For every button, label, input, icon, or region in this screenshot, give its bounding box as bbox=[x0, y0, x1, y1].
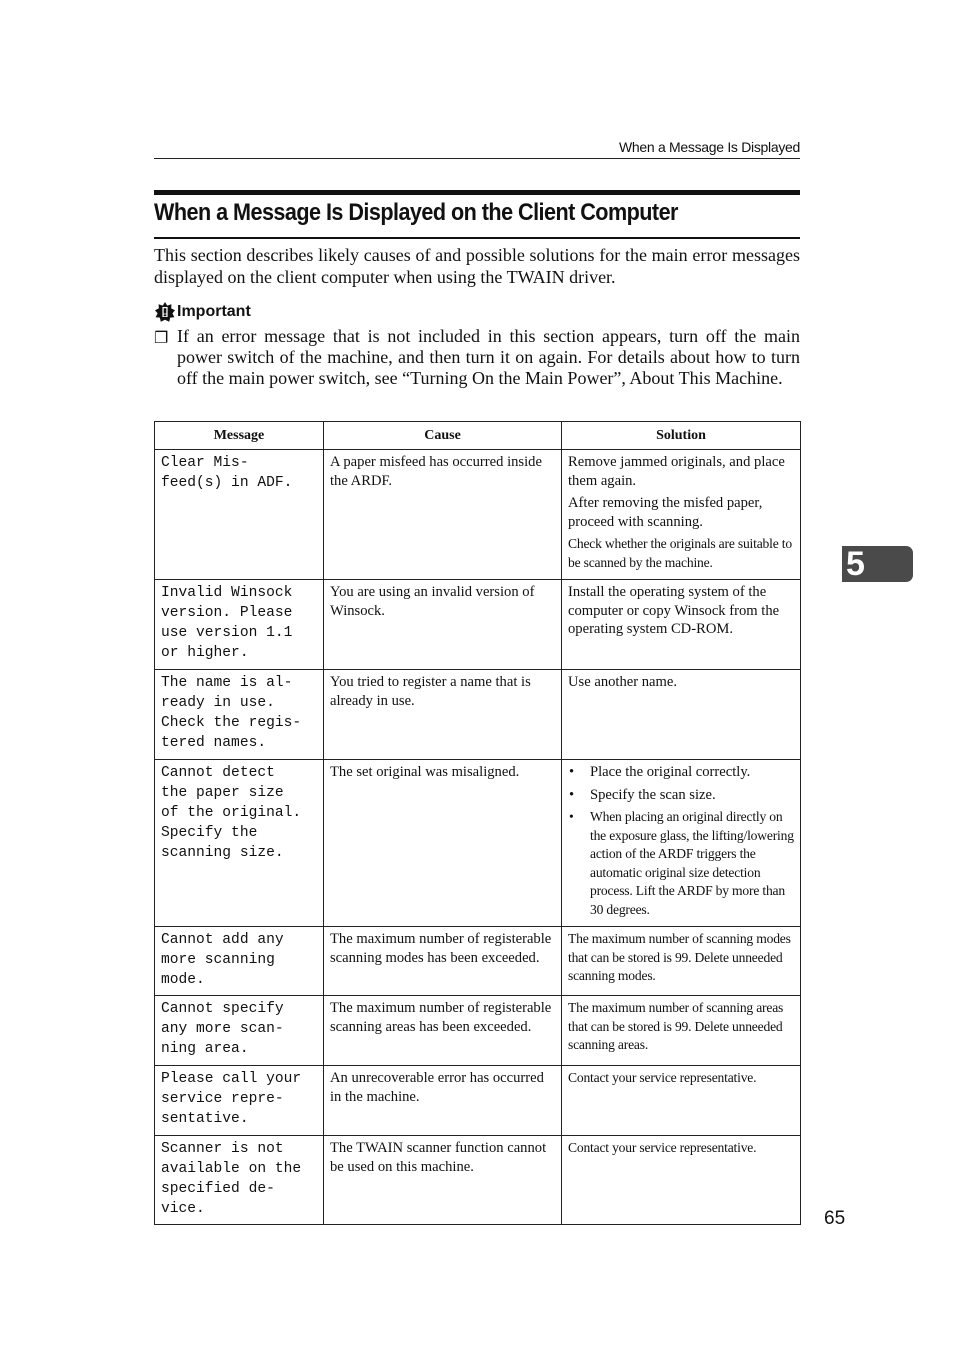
table-row bbox=[155, 1136, 801, 1225]
checkbox-marker: ❐ bbox=[154, 330, 169, 347]
solution-cell bbox=[562, 580, 801, 670]
message-cell: Invalid Winsock version. Please use version 1.1 or higher. bbox=[155, 580, 324, 670]
message-cell: Cannot detect the paper size of the original. Specify the scanning size. bbox=[155, 760, 324, 927]
solution-text: The maximum number of scanning areas that can be stored is 99. Delete unneeded scanning areas. bbox=[568, 1000, 784, 1052]
table-header-row bbox=[155, 422, 801, 450]
message-cell: Scanner is not available on the specified de- vice. bbox=[155, 1136, 324, 1225]
running-header: When a Message Is Displayed bbox=[619, 139, 800, 155]
solution-text: Use another name. bbox=[568, 674, 678, 690]
cause-cell: The maximum number of registerable scanning areas has been exceeded. bbox=[324, 996, 562, 1066]
message-cell: Cannot specify any more scan- ning area. bbox=[155, 996, 324, 1066]
important-note bbox=[154, 326, 800, 389]
important-note-text: If an error message that is not included in this section appears, turn off the main power switch of the machine, and then turn it on again. For details about how to turn off the main power switch, see “Turning On the Main Power”, About This Machine. bbox=[177, 326, 800, 388]
message-cell: Cannot add any more scanning mode. bbox=[155, 927, 324, 996]
solution-text: Check whether the originals are suitable to be scanned by the machine. bbox=[568, 536, 792, 570]
column-header-message: Message bbox=[155, 422, 324, 450]
solution-cell bbox=[562, 450, 801, 580]
important-icon bbox=[155, 302, 175, 322]
cause-cell: The set original was misaligned. bbox=[324, 760, 562, 927]
solution-bullet: • Place the original correctly. bbox=[568, 763, 795, 782]
solution-cell bbox=[562, 760, 801, 927]
solution-cell bbox=[562, 927, 801, 996]
header-rule bbox=[154, 158, 800, 159]
cause-cell: You are using an invalid version of Winsock. bbox=[324, 580, 562, 670]
error-message-table bbox=[154, 421, 801, 1225]
important-label: Important bbox=[177, 303, 251, 320]
cause-cell: An unrecoverable error has occurred in the machine. bbox=[324, 1066, 562, 1136]
solution-bullet: • Specify the scan size. bbox=[568, 786, 795, 805]
column-header-cause: Cause bbox=[324, 422, 562, 450]
solution-text: Install the operating system of the computer or copy Winsock from the operating system CD-ROM. bbox=[568, 584, 780, 637]
solution-cell bbox=[562, 1136, 801, 1225]
title-bar bbox=[154, 190, 800, 195]
message-cell: Please call your service repre- sentative. bbox=[155, 1066, 324, 1136]
table-row bbox=[155, 670, 801, 760]
table-row bbox=[155, 450, 801, 580]
table-row bbox=[155, 580, 801, 670]
message-cell: The name is al- ready in use. Check the regis- tered names. bbox=[155, 670, 324, 760]
solution-bullet-list bbox=[568, 763, 795, 919]
solution-text: Contact your service representative. bbox=[568, 1070, 757, 1085]
page-number: 65 bbox=[824, 1208, 846, 1229]
important-heading bbox=[155, 302, 251, 322]
intro-paragraph: This section describes likely causes of and possible solutions for the main error messages displayed on the client computer when using the TWAIN driver. bbox=[154, 245, 800, 287]
chapter-number: 5 bbox=[846, 545, 865, 583]
table-row bbox=[155, 996, 801, 1066]
solution-text: After removing the misfed paper, proceed with scanning. bbox=[568, 495, 763, 530]
cause-cell: The TWAIN scanner function cannot be used on this machine. bbox=[324, 1136, 562, 1225]
table-row bbox=[155, 760, 801, 927]
solution-text: Contact your service representative. bbox=[568, 1140, 757, 1155]
table-row bbox=[155, 1066, 801, 1136]
solution-text: Remove jammed originals, and place them again. bbox=[568, 454, 785, 489]
section-title: When a Message Is Displayed on the Client Computer bbox=[154, 199, 678, 226]
title-rule bbox=[154, 237, 800, 239]
cause-cell: A paper misfeed has occurred inside the ARDF. bbox=[324, 450, 562, 580]
solution-cell bbox=[562, 670, 801, 760]
solution-bullet: • When placing an original directly on the exposure glass, the lifting/lowering action of the ARDF triggers the automatic original size detection process. Lift the ARDF by more than 30 degrees. bbox=[568, 808, 795, 919]
cause-cell: The maximum number of registerable scanning modes has been exceeded. bbox=[324, 927, 562, 996]
column-header-solution: Solution bbox=[562, 422, 801, 450]
cause-cell: You tried to register a name that is already in use. bbox=[324, 670, 562, 760]
solution-text: The maximum number of scanning modes that can be stored is 99. Delete unneeded scanning modes. bbox=[568, 931, 791, 983]
solution-cell bbox=[562, 996, 801, 1066]
solution-cell bbox=[562, 1066, 801, 1136]
message-cell: Clear Mis- feed(s) in ADF. bbox=[155, 450, 324, 580]
table-row bbox=[155, 927, 801, 996]
